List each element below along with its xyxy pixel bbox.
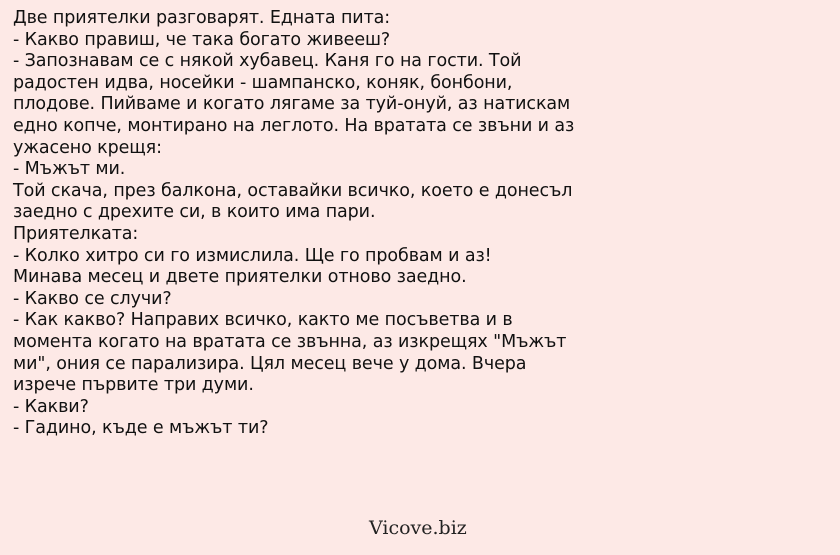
- joke-text: [13, 8, 833, 440]
- joke-line: - Какви?: [13, 396, 89, 417]
- joke-line: - Какво се случи?: [13, 288, 172, 309]
- joke-line: момента когато на вратата се звънна, аз изкрещях "Мъжът: [13, 331, 567, 352]
- joke-line: едно копче, монтирано на леглото. На вратата се звъни и аз: [13, 115, 575, 136]
- joke-line: - Какво правиш, че така богато живееш?: [13, 29, 391, 50]
- joke-line: - Как какво? Направих всичко, както ме посъветва и в: [13, 310, 513, 331]
- joke-line: плодове. Пийваме и когато лягаме за туй-онуй, аз натискам: [13, 94, 571, 115]
- joke-line: Две приятелки разговарят. Едната пита:: [13, 8, 391, 28]
- joke-line: изрече първите три думи.: [13, 375, 254, 396]
- joke-line: - Гадино, къде е мъжът ти?: [13, 418, 269, 439]
- joke-line: заедно с дрехите си, в които има пари.: [13, 202, 376, 223]
- joke-line: Той скача, през балкона, оставайки всичко, което е донесъл: [13, 180, 573, 201]
- joke-line: Приятелката:: [13, 223, 139, 244]
- joke-line: - Запознавам се с някой хубавец. Каня го на гости. Той: [13, 51, 522, 72]
- joke-line: - Колко хитро си го измислила. Ще го пробвам и аз!: [13, 245, 492, 266]
- joke-line: Минава месец и двете приятелки отново заедно.: [13, 267, 467, 288]
- joke-line: радостен идва, носейки - шампанско, коняк, бонбони,: [13, 72, 513, 93]
- site-watermark: Vicove.biz: [369, 517, 467, 539]
- joke-line: - Мъжът ми.: [13, 159, 126, 180]
- joke-line: ужасено крещя:: [13, 137, 162, 158]
- joke-line: ми", ония се парализира. Цял месец вече у дома. Вчера: [13, 353, 527, 374]
